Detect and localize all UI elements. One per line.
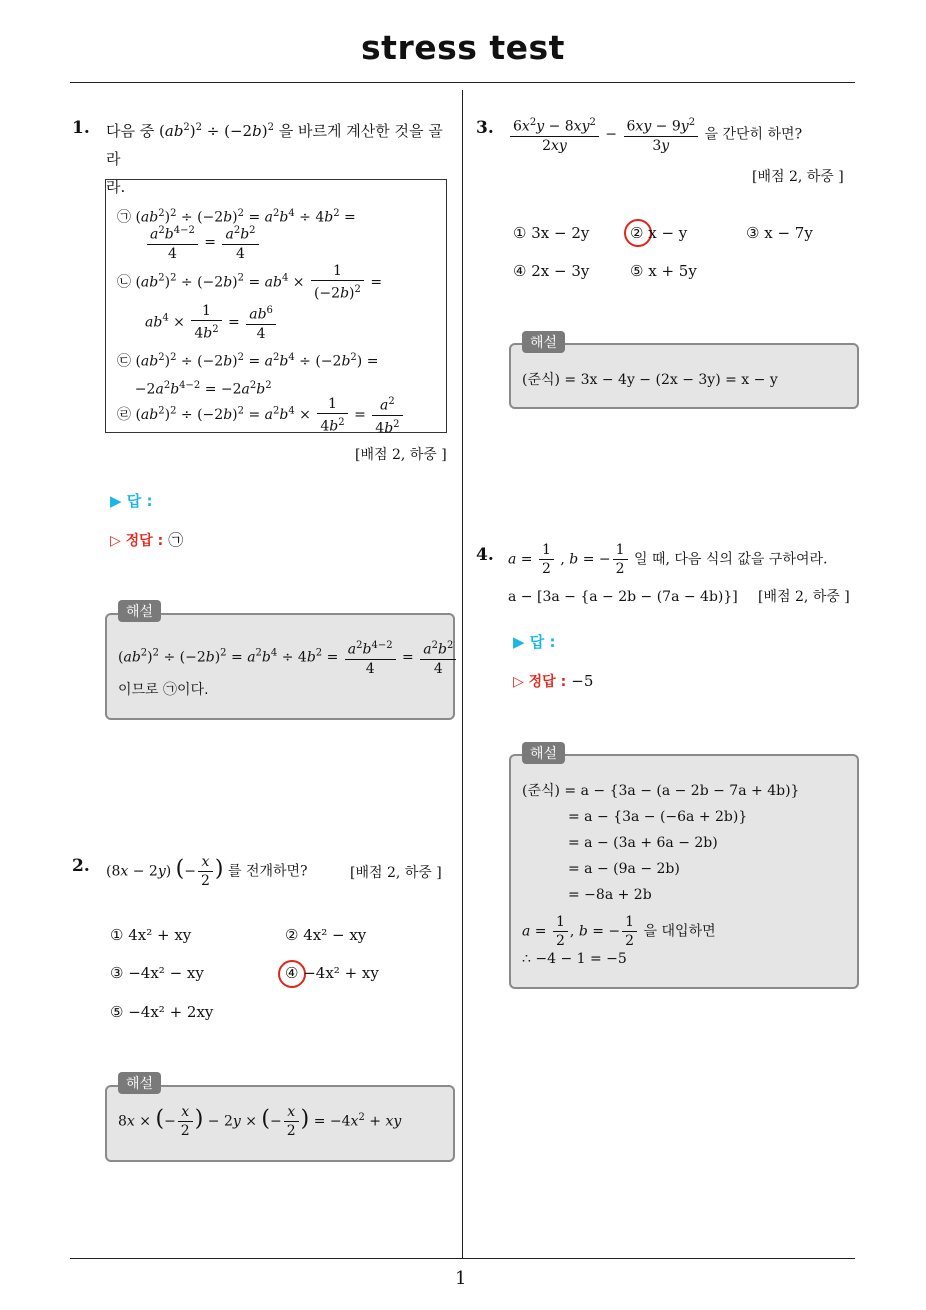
q1-meta: [배점 2, 하중 ] xyxy=(355,447,447,463)
q4-answer-label: ▶ 답 : xyxy=(513,633,556,651)
q2-explanation-tab: 해설 xyxy=(118,1072,161,1094)
footer-rule xyxy=(70,1258,855,1259)
page-number: 1 xyxy=(455,1268,467,1289)
q3-explanation-text: (준식) = 3x − 4y − (2x − 3y) = x − y xyxy=(522,372,778,388)
q1-option-g-cont: $\frac{a^2b^{4-2}}{4}$ = $\frac{a^2b^2}{4}$ xyxy=(145,222,261,263)
q1-explanation-text: $(ab^2)^2 \div (-2b)^2 = a^2b^4 \div 4b^2$ = $\frac{a^2b^{4-2}}{4}$ = $\frac{a^2b^2}{4}$ xyxy=(118,637,458,678)
page-title: stress test xyxy=(361,28,565,67)
q3-choice-1[interactable]: ① 3x − 2y xyxy=(513,224,590,242)
q3-choice-3[interactable]: ③ x − 7y xyxy=(746,224,813,242)
q1-number: 1. xyxy=(72,118,90,138)
q1-option-d[interactable]: ㉢ $(ab^2)^2 \div (-2b)^2 = a^2b^4 \div (-2b^2)$ = $-2a^2b^{4-2} = -2a^2b^2$ xyxy=(117,352,379,398)
header-rule xyxy=(70,82,855,83)
q2-choice-4[interactable]: ④ −4x² + xy xyxy=(285,964,379,982)
q4-expl-line-3: = a − (3a + 6a − 2b) xyxy=(568,835,718,851)
q4-correct: ▷ 정답 : −5 xyxy=(513,672,594,690)
q3-choice-5[interactable]: ⑤ x + 5y xyxy=(630,262,697,280)
q3-choice-4[interactable]: ④ 2x − 3y xyxy=(513,262,590,280)
q2-stem: (8x − 2y) (− $\frac{x}{2}$ ) 를 전개하면? xyxy=(106,854,308,889)
q4-expl-final: ∴ −4 − 1 = −5 xyxy=(522,951,627,967)
q1-correct: ▷ 정답 : ㉠ xyxy=(110,531,184,549)
q2-number: 2. xyxy=(72,856,90,876)
q4-stem: a = $\frac{1}{2}$ , b = − $\frac{1}{2}$ 일 때, 다음 식의 값을 구하여라. xyxy=(508,542,828,577)
q4-expl-line-4: = a − (9a − 2b) xyxy=(568,861,680,877)
q4-expl-substitution: a = $\frac{1}{2}$ , b = − $\frac{1}{2}$ 을 대입하면 xyxy=(522,914,716,949)
q4-expl-line-1: (준식) = a − {3a − (a − 2b − 7a + 4b)} xyxy=(522,783,800,799)
q3-choice-2[interactable]: ② x − y xyxy=(630,224,688,242)
column-divider xyxy=(462,90,463,1258)
q3-meta: [배점 2, 하중 ] xyxy=(752,169,844,185)
q3-stem: $\frac{6x^2y - 8xy^2}{2xy}$ − $\frac{6xy - 9y^2}{3y}$ 을 간단히 하면? xyxy=(508,114,802,155)
q2-choice-3[interactable]: ③ −4x² − xy xyxy=(110,964,204,982)
q1-stem: 다음 중 $(ab^2)^2 \div (-2b)^2$ 을 바르게 계산한 것을 골라 라. xyxy=(106,122,443,196)
q3-explanation-tab: 해설 xyxy=(522,331,565,353)
q1-option-n[interactable]: ㉡ $(ab^2)^2 \div (-2b)^2 = ab^4$ × $\frac{1}{(-2b)^2}$ = xyxy=(117,263,383,302)
q4-expl-line-5: = −8a + 2b xyxy=(568,887,652,903)
q2-choice-1[interactable]: ① 4x² + xy xyxy=(110,926,192,944)
q2-explanation-text: 8x × (− $\frac{x}{2}$ ) − 2y × (− $\frac{x}{2}$ ) = $-4x^2$ + xy xyxy=(118,1104,402,1139)
q2-choice-5[interactable]: ⑤ −4x² + 2xy xyxy=(110,1003,214,1021)
q3-number: 3. xyxy=(476,118,494,138)
q1-answer-label: ▶ 답 : xyxy=(110,492,153,510)
q1-explanation-tail: 이므로 ㉠이다. xyxy=(118,682,209,698)
q4-expl-line-2: = a − {3a − (−6a + 2b)} xyxy=(568,809,748,825)
q1-option-r[interactable]: ㉣ $(ab^2)^2 \div (-2b)^2 = a^2b^4$ × $\frac{1}{4b^2}$ = $\frac{a^2}{4b^2}$ xyxy=(117,393,405,437)
q1-option-g[interactable]: ㉠ $(ab^2)^2 \div (-2b)^2 = a^2b^4 \div 4b^2$ = xyxy=(117,208,356,226)
q4-number: 4. xyxy=(476,545,494,565)
q4-meta: [배점 2, 하중 ] xyxy=(758,589,850,605)
q2-choice-2[interactable]: ② 4x² − xy xyxy=(285,926,367,944)
q1-option-n-cont: $ab^4$ × $\frac{1}{4b^2}$ = $\frac{ab^6}{4}$ xyxy=(145,302,278,343)
q1-explanation-tab: 해설 xyxy=(118,600,161,622)
q4-explanation-tab: 해설 xyxy=(522,742,565,764)
q2-meta: [배점 2, 하중 ] xyxy=(350,865,442,881)
q4-expression: a − [3a − {a − 2b − (7a − 4b)}] xyxy=(508,589,738,605)
